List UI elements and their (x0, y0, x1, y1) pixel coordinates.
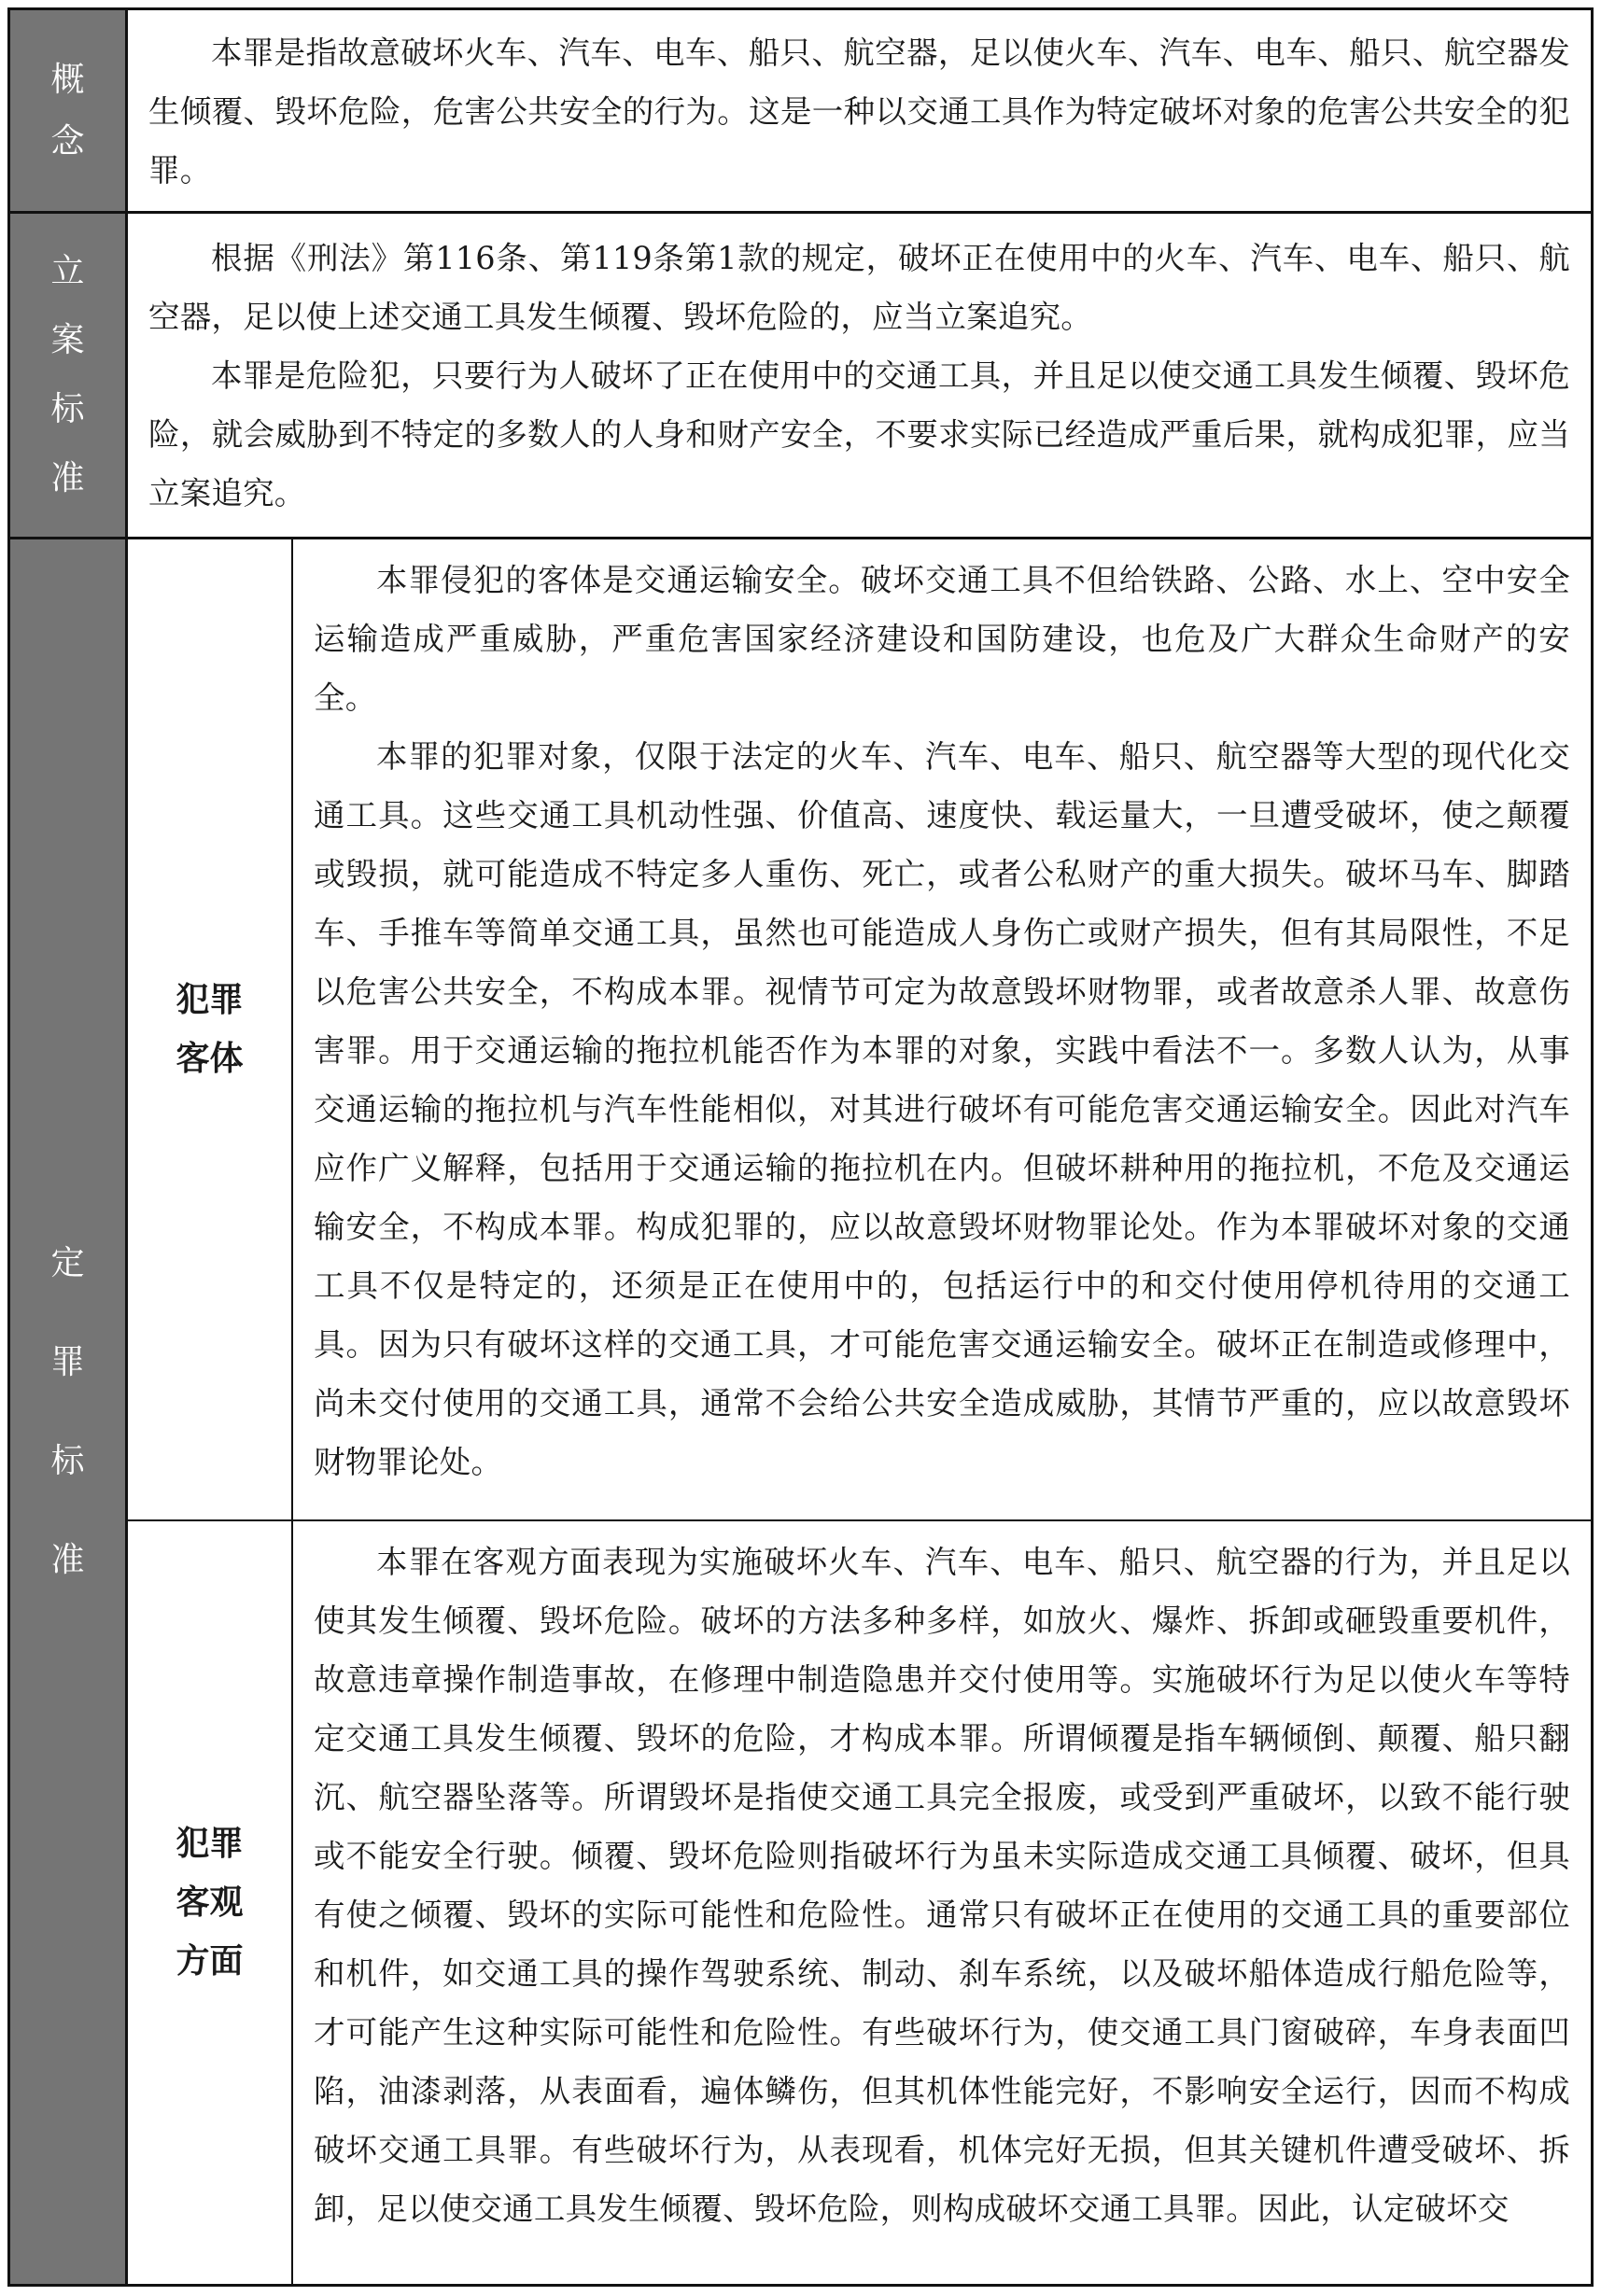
objective-label (128, 1521, 293, 2284)
object-paragraph: 本罪侵犯的客体是交通运输安全。破坏交通工具不但给铁路、公路、水上、空中安全运输造成严重威胁，严重危害国家经济建设和国防建设，也危及广大群众生命财产的安全。 (314, 562, 1570, 716)
conviction-label-char: 罪 (50, 1342, 85, 1381)
concept-label-char: 概 (50, 60, 85, 99)
objective-paragraph: 本罪在客观方面表现为实施破坏火车、汽车、电车、船只、航空器的行为，并且足以使其发生倾覆、毁坏危险。破坏的方法多种多样，如放火、爆炸、拆卸或砸毁重要机件，故意违章操作制造事故，在修理中制造隐患并交付使用等。实施破坏行为足以使火车等特定交通工具发生倾覆、毁坏的危险，才构成本罪。所谓倾覆是指车辆倾倒、颠覆、船只翻沉、航空器坠落等。所谓毁坏是指使交通工具完全报废，或受到严重破坏，以致不能行驶或不能安全行驶。倾覆、毁坏危险则指破坏行为虽未实际造成交通工具倾覆、破坏，但具有使之倾覆、毁坏的实际可能性和危险性。通常只有破坏正在使用的交通工具的重要部位和机件，如交通工具的操作驾驶系统、制动、刹车系统，以及破坏船体造成行船危险等，才可能产生这种实际可能性和危险性。有些破坏行为，使交通工具门窗破碎，车身表面凹陷，油漆剥落，从表面看，遍体鳞伤，但其机体性能完好，不影响安全运行，因而不构成破坏交通工具罪。有些破坏行为，从表现看，机体完好无损，但其关键机件遭受破坏、拆卸，足以使交通工具发生倾覆、毁坏危险，则构成破坏交通工具罪。因此，认定破坏交 (314, 1544, 1570, 2227)
filing-paragraph: 本罪是危险犯，只要行为人破坏了正在使用中的交通工具，并且足以使交通工具发生倾覆、毁坏危险，就会威胁到不特定的多数人的人身和财产安全，不要求实际已经造成严重后果，就构成犯罪，应当立案追究。 (148, 357, 1570, 511)
document-table (7, 7, 1594, 2287)
conviction-row (10, 539, 1591, 2284)
filing-label-char: 标 (50, 390, 85, 428)
filing-row (10, 214, 1591, 539)
conviction-label (10, 539, 128, 2284)
objective-label-line: 客观 (176, 1883, 244, 1922)
filing-label (10, 214, 128, 537)
conviction-label-char: 标 (50, 1441, 85, 1480)
object-content (293, 539, 1591, 1519)
filing-paragraph: 根据《刑法》第116条、第119条第1款的规定，破坏正在使用中的火车、汽车、电车、船只、航空器，足以使上述交通工具发生倾覆、毁坏危险的，应当立案追究。 (148, 240, 1570, 335)
conviction-label-char: 定 (50, 1243, 85, 1282)
objective-label-line: 方面 (176, 1942, 244, 1981)
conviction-label-char: 准 (50, 1540, 85, 1579)
filing-label-char: 准 (50, 459, 85, 497)
objective-label-line: 犯罪 (176, 1825, 244, 1863)
objective-subrow (128, 1521, 1591, 2284)
object-subrow (128, 539, 1591, 1521)
filing-label-char: 立 (50, 252, 85, 290)
objective-content (293, 1521, 1591, 2284)
filing-label-char: 案 (50, 321, 85, 359)
object-label-line: 客体 (176, 1040, 244, 1078)
filing-content (128, 214, 1591, 537)
concept-paragraph: 本罪是指故意破坏火车、汽车、电车、船只、航空器，足以使火车、汽车、电车、船只、航空器发生倾覆、毁坏危险，危害公共安全的行为。这是一种以交通工具作为特定破坏对象的危害公共安全的犯罪。 (148, 35, 1570, 189)
object-label-line: 犯罪 (176, 981, 244, 1019)
concept-label (10, 10, 128, 211)
object-paragraph: 本罪的犯罪对象，仅限于法定的火车、汽车、电车、船只、航空器等大型的现代化交通工具。这些交通工具机动性强、价值高、速度快、载运量大，一旦遭受破坏，使之颠覆或毁损，就可能造成不特定多人重伤、死亡，或者公私财产的重大损失。破坏马车、脚踏车、手推车等简单交通工具，虽然也可能造成人身伤亡或财产损失，但有其局限性，不足以危害公共安全，不构成本罪。视情节可定为故意毁坏财物罪，或者故意杀人罪、故意伤害罪。用于交通运输的拖拉机能否作为本罪的对象，实践中看法不一。多数人认为，从事交通运输的拖拉机与汽车性能相似，对其进行破坏有可能危害交通运输安全。因此对汽车应作广义解释，包括用于交通运输的拖拉机在内。但破坏耕种用的拖拉机，不危及交通运输安全，不构成本罪。构成犯罪的，应以故意毁坏财物罪论处。作为本罪破坏对象的交通工具不仅是特定的，还须是正在使用中的，包括运行中的和交付使用停机待用的交通工具。因为只有破坏这样的交通工具，才可能危害交通运输安全。破坏正在制造或修理中，尚未交付使用的交通工具，通常不会给公共安全造成威胁，其情节严重的，应以故意毁坏财物罪论处。 (314, 738, 1570, 1480)
concept-content (128, 10, 1591, 211)
object-label (128, 539, 293, 1519)
concept-row (10, 10, 1591, 214)
concept-label-char: 念 (50, 121, 85, 161)
